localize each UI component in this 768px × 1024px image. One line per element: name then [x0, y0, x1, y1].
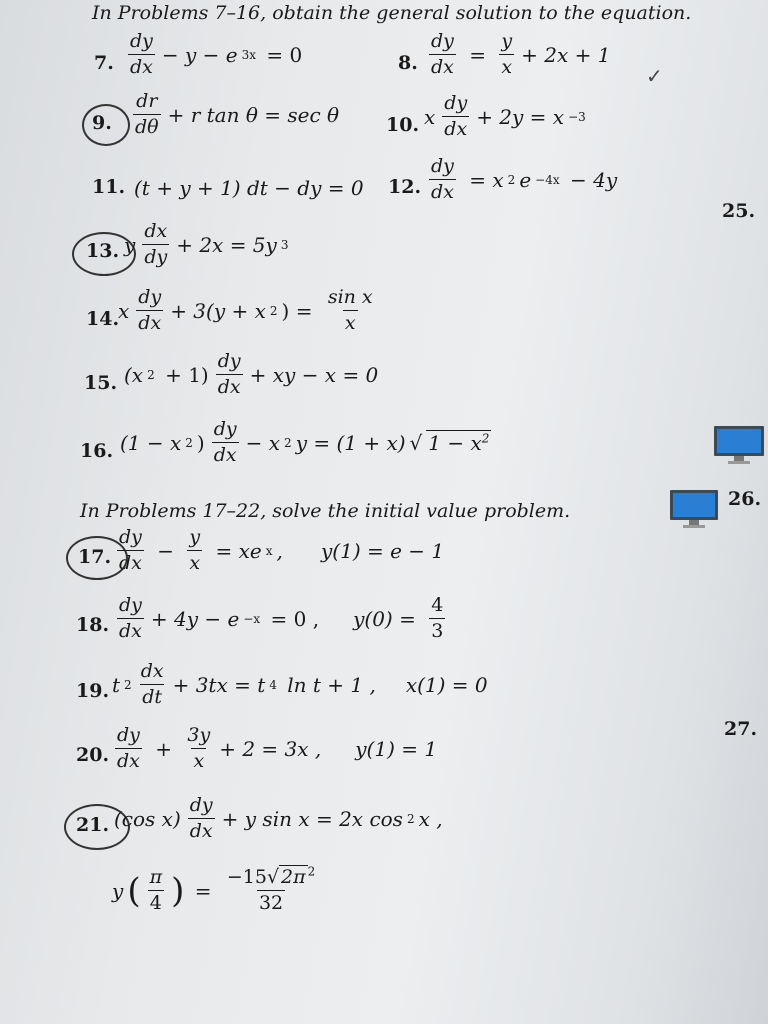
- section-heading: In Problems 7–16, obtain the general solution to the equation.: [92, 2, 692, 24]
- equation-9: $\frac{dr}{d\theta}$ + r tan θ = sec θ: [135, 90, 340, 138]
- problem-number: 14.: [86, 308, 120, 330]
- side-problem-number: 25.: [722, 200, 756, 222]
- problem-number: 20.: [76, 744, 110, 766]
- initial-condition-21: y ( $\frac{\pi}{4}$ ) = $\frac{-15√ 2\pi ^2}{32}$: [112, 864, 316, 914]
- problem-number: 16.: [80, 440, 114, 462]
- monitor-icon: [668, 488, 720, 530]
- problem-number: 15.: [84, 372, 118, 394]
- equation-14: x $\frac{dy}{dx}$ + 3(y + x 2 ) = $\frac{\text{sin x}}{x}$: [118, 286, 373, 334]
- equation-12: $\frac{dy}{dx}$ = x 2 e −4x − 4y: [431, 155, 618, 203]
- equation-13: y $\frac{dx}{dy}$ + 2x = 5y 3: [124, 220, 289, 268]
- section-heading: In Problems 17–22, solve the initial value problem.: [80, 500, 571, 522]
- side-problem-number: 26.: [728, 488, 762, 510]
- problem-number: 12.: [388, 176, 422, 198]
- problem-number: 7.: [94, 52, 114, 74]
- equation-18: $\frac{dy}{dx}$ + 4y − e −x = 0 , y(0) = $\frac{4}{3}$: [119, 594, 444, 642]
- equation-16: (1 − x 2 ) $\frac{dy}{dx}$ − x 2 y = (1 + x) √ $1 - x^2$: [120, 418, 490, 466]
- problem-number: 9.: [92, 112, 112, 134]
- equation-21: (cos x) $\frac{dy}{dx}$ + y sin x = 2x cos 2 x ,: [114, 794, 443, 842]
- fraction: $\frac{dy}{dx}$: [130, 30, 153, 78]
- side-problem-number: 27.: [724, 718, 758, 740]
- equation-17: $\frac{dy}{dx}$ − $\frac{y}{x}$ = xe x , y(1) = e − 1: [119, 526, 445, 574]
- check-mark-icon: ✓: [646, 64, 663, 88]
- equation-7: $\frac{dy}{dx}$ − y − e 3x = 0: [130, 30, 303, 78]
- problem-number: 10.: [386, 114, 420, 136]
- problem-number: 8.: [398, 52, 418, 74]
- problem-number: 11.: [92, 176, 126, 198]
- equation-10: x $\frac{dy}{dx}$ + 2y = x −3: [424, 92, 586, 140]
- problem-number: 18.: [76, 614, 110, 636]
- equation-11: (t + y + 1) dt − dy = 0: [134, 176, 364, 200]
- problem-number: 17.: [78, 546, 112, 568]
- problem-number: 19.: [76, 680, 110, 702]
- equation-8: $\frac{dy}{dx}$ = $\frac{y}{x}$ + 2x + 1: [431, 30, 611, 78]
- monitor-icon: [712, 424, 766, 466]
- equation-15: (x 2 + 1) $\frac{dy}{dx}$ + xy − x = 0: [124, 350, 379, 398]
- problem-number: 21.: [76, 814, 110, 836]
- equation-20: $\frac{dy}{dx}$ + $\frac{3y}{x}$ + 2 = 3x , y(1) = 1: [117, 724, 438, 772]
- equation-19: t 2 $\frac{dx}{dt}$ + 3tx = t 4 ln t + 1 , x(1) = 0: [112, 660, 488, 708]
- problem-number: 13.: [86, 240, 120, 262]
